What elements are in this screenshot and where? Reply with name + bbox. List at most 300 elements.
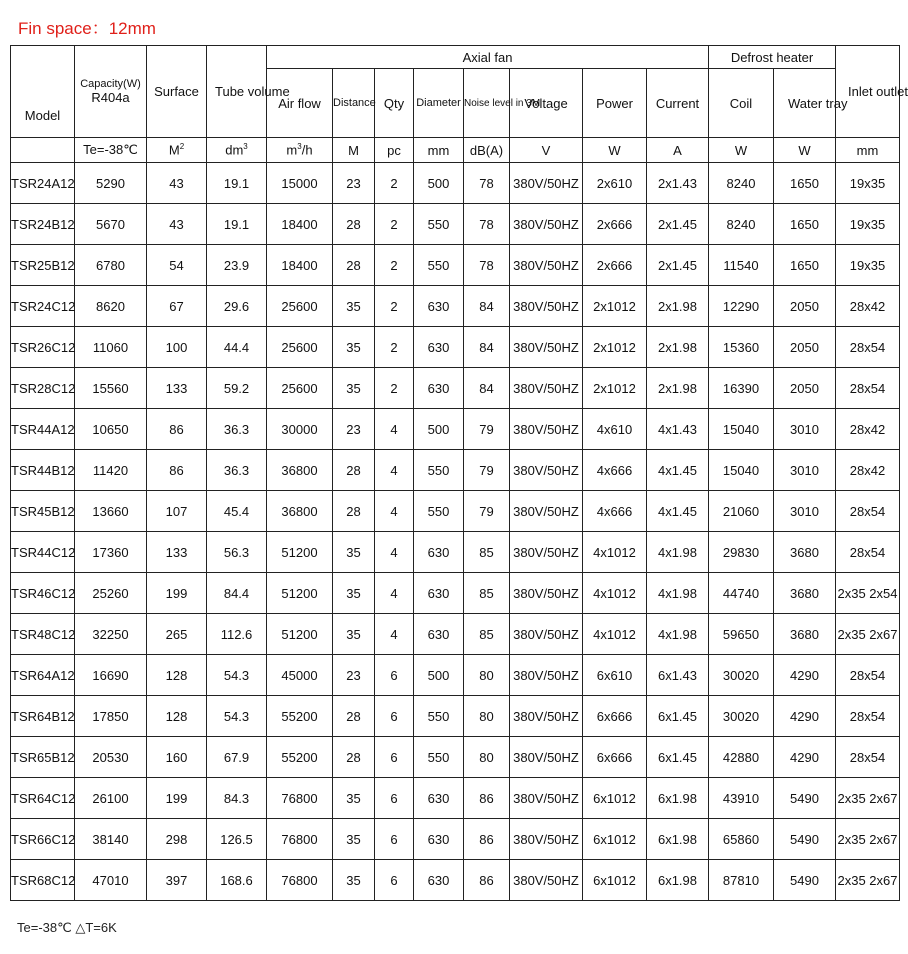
- table-row: [11, 696, 900, 737]
- header-capacity-label: Capacity(W): [80, 78, 141, 90]
- cell-airflow: 18400: [267, 204, 333, 245]
- cell-airflow: 51200: [267, 573, 333, 614]
- cell-qty: 2: [375, 368, 414, 409]
- cell-airflow: 51200: [267, 614, 333, 655]
- cell-noise: 80: [464, 696, 510, 737]
- table-row: [11, 245, 900, 286]
- cell-capacity: 25260: [75, 573, 147, 614]
- cell-qty: 6: [375, 655, 414, 696]
- cell-qty: 4: [375, 573, 414, 614]
- cell-inlet: 2x35 2x67: [836, 614, 900, 655]
- cell-qty: 6: [375, 860, 414, 901]
- cell-airflow: 55200: [267, 737, 333, 778]
- cell-voltage: 380V/50HZ: [510, 327, 583, 368]
- table-row: [11, 204, 900, 245]
- cell-distance: 23: [333, 409, 375, 450]
- cell-power: 4x666: [583, 491, 647, 532]
- header-distance: Distance: [333, 69, 375, 138]
- cell-coil: 15360: [709, 327, 774, 368]
- cell-tray: 4290: [774, 655, 836, 696]
- cell-distance: 35: [333, 860, 375, 901]
- cell-distance: 23: [333, 163, 375, 204]
- cell-power: 4x610: [583, 409, 647, 450]
- cell-capacity: 47010: [75, 860, 147, 901]
- header-model: Model: [11, 46, 75, 138]
- table-row: [11, 737, 900, 778]
- cell-noise: 85: [464, 614, 510, 655]
- cell-airflow: 45000: [267, 655, 333, 696]
- table-row: [11, 450, 900, 491]
- header-water-tray: Water tray: [774, 69, 836, 138]
- header-tube-volume: Tube volume: [207, 46, 267, 138]
- cell-capacity: 11060: [75, 327, 147, 368]
- header-capacity: [75, 46, 147, 138]
- cell-diameter: 500: [414, 409, 464, 450]
- cell-airflow: 76800: [267, 819, 333, 860]
- cell-voltage: 380V/50HZ: [510, 286, 583, 327]
- cell-tray: 3010: [774, 450, 836, 491]
- cell-capacity: 16690: [75, 655, 147, 696]
- cell-noise: 79: [464, 409, 510, 450]
- table-row: [11, 860, 900, 901]
- table-row: [11, 491, 900, 532]
- cell-tube: 168.6: [207, 860, 267, 901]
- cell-distance: 28: [333, 204, 375, 245]
- cell-diameter: 630: [414, 573, 464, 614]
- cell-noise: 86: [464, 778, 510, 819]
- cell-current: 4x1.43: [647, 409, 709, 450]
- cell-capacity: 5670: [75, 204, 147, 245]
- cell-model: TSR28C12: [11, 368, 75, 409]
- table-row: [11, 573, 900, 614]
- cell-tube: 44.4: [207, 327, 267, 368]
- cell-qty: 6: [375, 737, 414, 778]
- cell-distance: 35: [333, 573, 375, 614]
- cell-diameter: 630: [414, 286, 464, 327]
- cell-distance: 35: [333, 532, 375, 573]
- cell-current: 6x1.45: [647, 696, 709, 737]
- cell-voltage: 380V/50HZ: [510, 655, 583, 696]
- cell-inlet: 28x54: [836, 368, 900, 409]
- cell-coil: 59650: [709, 614, 774, 655]
- cell-qty: 4: [375, 532, 414, 573]
- cell-airflow: 30000: [267, 409, 333, 450]
- cell-noise: 78: [464, 204, 510, 245]
- unit-water-tray: W: [774, 138, 836, 163]
- cell-voltage: 380V/50HZ: [510, 163, 583, 204]
- header-current: Current: [647, 69, 709, 138]
- cell-voltage: 380V/50HZ: [510, 778, 583, 819]
- cell-qty: 2: [375, 286, 414, 327]
- cell-noise: 79: [464, 450, 510, 491]
- cell-model: TSR68C12: [11, 860, 75, 901]
- cell-tube: 84.3: [207, 778, 267, 819]
- cell-noise: 80: [464, 737, 510, 778]
- cell-surface: 265: [147, 614, 207, 655]
- cell-power: 2x666: [583, 245, 647, 286]
- cell-capacity: 20530: [75, 737, 147, 778]
- cell-airflow: 25600: [267, 368, 333, 409]
- cell-inlet: 2x35 2x67: [836, 860, 900, 901]
- cell-voltage: 380V/50HZ: [510, 409, 583, 450]
- cell-inlet: 2x35 2x67: [836, 819, 900, 860]
- cell-tube: 56.3: [207, 532, 267, 573]
- cell-tube: 36.3: [207, 409, 267, 450]
- cell-model: TSR25B12: [11, 245, 75, 286]
- cell-current: 4x1.45: [647, 450, 709, 491]
- header-power: Power: [583, 69, 647, 138]
- cell-tube: 59.2: [207, 368, 267, 409]
- header-inlet-outlet: Inlet outlet: [836, 46, 900, 138]
- page-title: Fin space：12mm: [18, 19, 156, 38]
- cell-noise: 78: [464, 163, 510, 204]
- cell-inlet: 19x35: [836, 163, 900, 204]
- header-surface: Surface: [147, 46, 207, 138]
- header-defrost-heater: Defrost heater: [709, 46, 836, 69]
- cell-capacity: 17850: [75, 696, 147, 737]
- cell-qty: 6: [375, 819, 414, 860]
- cell-tray: 4290: [774, 696, 836, 737]
- cell-surface: 160: [147, 737, 207, 778]
- cell-qty: 2: [375, 204, 414, 245]
- cell-tray: 3680: [774, 573, 836, 614]
- cell-qty: 2: [375, 163, 414, 204]
- cell-qty: 4: [375, 491, 414, 532]
- cell-inlet: 2x35 2x54: [836, 573, 900, 614]
- cell-surface: 100: [147, 327, 207, 368]
- cell-diameter: 630: [414, 368, 464, 409]
- unit-qty: pc: [375, 138, 414, 163]
- cell-surface: 107: [147, 491, 207, 532]
- cell-model: TSR44C12: [11, 532, 75, 573]
- table-row: [11, 327, 900, 368]
- cell-power: 6x610: [583, 655, 647, 696]
- cell-capacity: 15560: [75, 368, 147, 409]
- cell-diameter: 630: [414, 614, 464, 655]
- table-row: [11, 409, 900, 450]
- cell-model: TSR24A12: [11, 163, 75, 204]
- cell-noise: 79: [464, 491, 510, 532]
- cell-tray: 4290: [774, 737, 836, 778]
- unit-air-flow: $m^3/h$: [267, 138, 333, 163]
- cell-qty: 2: [375, 327, 414, 368]
- cell-coil: 87810: [709, 860, 774, 901]
- cell-power: 2x1012: [583, 368, 647, 409]
- header-noise-level: Noise level in 3M: [464, 69, 510, 138]
- cell-power: 4x1012: [583, 614, 647, 655]
- cell-qty: 4: [375, 614, 414, 655]
- cell-capacity: 10650: [75, 409, 147, 450]
- cell-voltage: 380V/50HZ: [510, 819, 583, 860]
- cell-distance: 28: [333, 737, 375, 778]
- cell-current: 4x1.45: [647, 491, 709, 532]
- cell-current: 6x1.43: [647, 655, 709, 696]
- cell-surface: 86: [147, 409, 207, 450]
- cell-qty: 6: [375, 778, 414, 819]
- cell-power: 2x1012: [583, 327, 647, 368]
- cell-tube: 84.4: [207, 573, 267, 614]
- cell-capacity: 5290: [75, 163, 147, 204]
- table-body: [11, 163, 900, 901]
- cell-voltage: 380V/50HZ: [510, 696, 583, 737]
- cell-power: 2x1012: [583, 286, 647, 327]
- cell-inlet: 28x54: [836, 737, 900, 778]
- table-row: [11, 163, 900, 204]
- cell-coil: 12290: [709, 286, 774, 327]
- cell-tube: 19.1: [207, 163, 267, 204]
- cell-noise: 85: [464, 532, 510, 573]
- cell-tube: 36.3: [207, 450, 267, 491]
- cell-model: TSR64B12: [11, 696, 75, 737]
- cell-airflow: 36800: [267, 491, 333, 532]
- cell-power: 6x1012: [583, 819, 647, 860]
- cell-tray: 5490: [774, 819, 836, 860]
- cell-diameter: 630: [414, 819, 464, 860]
- cell-coil: 44740: [709, 573, 774, 614]
- header-coil: Coil: [709, 69, 774, 138]
- cell-distance: 35: [333, 327, 375, 368]
- cell-coil: 30020: [709, 655, 774, 696]
- cell-inlet: 19x35: [836, 245, 900, 286]
- cell-power: 6x1012: [583, 860, 647, 901]
- cell-inlet: 28x54: [836, 491, 900, 532]
- cell-qty: 4: [375, 450, 414, 491]
- cell-diameter: 500: [414, 163, 464, 204]
- cell-tray: 3010: [774, 409, 836, 450]
- cell-tube: 54.3: [207, 696, 267, 737]
- cell-diameter: 550: [414, 491, 464, 532]
- cell-current: 6x1.98: [647, 860, 709, 901]
- cell-coil: 42880: [709, 737, 774, 778]
- cell-inlet: 28x54: [836, 532, 900, 573]
- cell-airflow: 18400: [267, 245, 333, 286]
- cell-noise: 86: [464, 860, 510, 901]
- cell-voltage: 380V/50HZ: [510, 245, 583, 286]
- cell-power: 4x1012: [583, 573, 647, 614]
- cell-voltage: 380V/50HZ: [510, 860, 583, 901]
- cell-tray: 1650: [774, 245, 836, 286]
- table-row: [11, 286, 900, 327]
- cell-power: 2x666: [583, 204, 647, 245]
- cell-noise: 84: [464, 286, 510, 327]
- cell-current: 6x1.98: [647, 778, 709, 819]
- cell-distance: 28: [333, 696, 375, 737]
- cell-surface: 128: [147, 696, 207, 737]
- cell-airflow: 36800: [267, 450, 333, 491]
- cell-surface: 133: [147, 368, 207, 409]
- cell-diameter: 630: [414, 532, 464, 573]
- cell-surface: 199: [147, 573, 207, 614]
- footnote: Te=-38℃ △T=6K: [17, 920, 117, 935]
- cell-tube: 67.9: [207, 737, 267, 778]
- cell-diameter: 550: [414, 450, 464, 491]
- cell-coil: 15040: [709, 409, 774, 450]
- cell-diameter: 550: [414, 696, 464, 737]
- cell-diameter: 550: [414, 737, 464, 778]
- cell-diameter: 550: [414, 204, 464, 245]
- cell-tray: 2050: [774, 368, 836, 409]
- cell-model: TSR66C12: [11, 819, 75, 860]
- cell-inlet: 28x54: [836, 655, 900, 696]
- cell-model: TSR64A12: [11, 655, 75, 696]
- cell-power: 6x666: [583, 696, 647, 737]
- cell-coil: 43910: [709, 778, 774, 819]
- cell-model: TSR48C12: [11, 614, 75, 655]
- cell-noise: 86: [464, 819, 510, 860]
- cell-tray: 3010: [774, 491, 836, 532]
- cell-distance: 28: [333, 491, 375, 532]
- cell-surface: 298: [147, 819, 207, 860]
- cell-model: TSR65B12: [11, 737, 75, 778]
- cell-power: 2x610: [583, 163, 647, 204]
- cell-tube: 112.6: [207, 614, 267, 655]
- unit-tube-volume: $dm^3$: [207, 138, 267, 163]
- cell-model: TSR44A12: [11, 409, 75, 450]
- header-voltage: Voltage: [510, 69, 583, 138]
- cell-current: 2x1.98: [647, 286, 709, 327]
- cell-distance: 35: [333, 778, 375, 819]
- unit-distance: M: [333, 138, 375, 163]
- cell-capacity: 26100: [75, 778, 147, 819]
- cell-diameter: 500: [414, 655, 464, 696]
- cell-tray: 1650: [774, 204, 836, 245]
- cell-coil: 8240: [709, 163, 774, 204]
- spec-table: [10, 45, 908, 901]
- cell-current: 4x1.98: [647, 614, 709, 655]
- cell-coil: 8240: [709, 204, 774, 245]
- cell-airflow: 25600: [267, 286, 333, 327]
- cell-tube: 126.5: [207, 819, 267, 860]
- cell-power: 4x666: [583, 450, 647, 491]
- cell-airflow: 76800: [267, 860, 333, 901]
- unit-surface: $M^2$: [147, 138, 207, 163]
- table-row: [11, 655, 900, 696]
- unit-current: A: [647, 138, 709, 163]
- cell-coil: 29830: [709, 532, 774, 573]
- cell-current: 4x1.98: [647, 532, 709, 573]
- cell-inlet: 28x54: [836, 696, 900, 737]
- cell-voltage: 380V/50HZ: [510, 614, 583, 655]
- cell-coil: 21060: [709, 491, 774, 532]
- cell-inlet: 28x54: [836, 327, 900, 368]
- cell-inlet: 2x35 2x67: [836, 778, 900, 819]
- cell-diameter: 630: [414, 778, 464, 819]
- unit-coil: W: [709, 138, 774, 163]
- cell-distance: 35: [333, 368, 375, 409]
- cell-capacity: 11420: [75, 450, 147, 491]
- cell-model: TSR24C12: [11, 286, 75, 327]
- cell-capacity: 17360: [75, 532, 147, 573]
- cell-power: 6x1012: [583, 778, 647, 819]
- table-row: [11, 819, 900, 860]
- cell-surface: 43: [147, 204, 207, 245]
- table-row: [11, 368, 900, 409]
- unit-capacity: Te=-38℃: [75, 138, 147, 163]
- cell-current: 6x1.45: [647, 737, 709, 778]
- cell-distance: 35: [333, 819, 375, 860]
- cell-current: 2x1.98: [647, 327, 709, 368]
- cell-coil: 16390: [709, 368, 774, 409]
- cell-tube: 54.3: [207, 655, 267, 696]
- cell-qty: 2: [375, 245, 414, 286]
- cell-inlet: 28x42: [836, 409, 900, 450]
- cell-surface: 54: [147, 245, 207, 286]
- cell-current: 4x1.98: [647, 573, 709, 614]
- cell-surface: 133: [147, 532, 207, 573]
- cell-coil: 65860: [709, 819, 774, 860]
- cell-tray: 3680: [774, 532, 836, 573]
- cell-voltage: 380V/50HZ: [510, 737, 583, 778]
- cell-surface: 43: [147, 163, 207, 204]
- cell-capacity: 13660: [75, 491, 147, 532]
- unit-power: W: [583, 138, 647, 163]
- cell-tray: 1650: [774, 163, 836, 204]
- cell-current: 2x1.45: [647, 245, 709, 286]
- cell-qty: 6: [375, 696, 414, 737]
- cell-voltage: 380V/50HZ: [510, 450, 583, 491]
- cell-airflow: 15000: [267, 163, 333, 204]
- cell-noise: 84: [464, 368, 510, 409]
- cell-model: TSR45B12: [11, 491, 75, 532]
- cell-distance: 35: [333, 614, 375, 655]
- header-air-flow: Air flow: [267, 69, 333, 138]
- unit-voltage: V: [510, 138, 583, 163]
- cell-voltage: 380V/50HZ: [510, 368, 583, 409]
- cell-surface: 199: [147, 778, 207, 819]
- cell-current: 2x1.43: [647, 163, 709, 204]
- cell-tube: 29.6: [207, 286, 267, 327]
- cell-noise: 85: [464, 573, 510, 614]
- cell-capacity: 8620: [75, 286, 147, 327]
- cell-tray: 5490: [774, 778, 836, 819]
- cell-inlet: 28x42: [836, 450, 900, 491]
- cell-surface: 397: [147, 860, 207, 901]
- unit-noise: dB(A): [464, 138, 510, 163]
- cell-current: 6x1.98: [647, 819, 709, 860]
- cell-distance: 28: [333, 245, 375, 286]
- cell-airflow: 25600: [267, 327, 333, 368]
- cell-distance: 28: [333, 450, 375, 491]
- cell-capacity: 38140: [75, 819, 147, 860]
- cell-voltage: 380V/50HZ: [510, 204, 583, 245]
- header-qty: Qty: [375, 69, 414, 138]
- cell-power: 6x666: [583, 737, 647, 778]
- cell-coil: 30020: [709, 696, 774, 737]
- header-axial-fan: Axial fan: [267, 46, 709, 69]
- header-capacity-refrigerant: R404a: [91, 90, 130, 105]
- unit-diameter: mm: [414, 138, 464, 163]
- cell-noise: 80: [464, 655, 510, 696]
- cell-diameter: 630: [414, 327, 464, 368]
- cell-surface: 86: [147, 450, 207, 491]
- cell-model: TSR64C12: [11, 778, 75, 819]
- cell-tray: 2050: [774, 327, 836, 368]
- cell-noise: 84: [464, 327, 510, 368]
- table-row: [11, 532, 900, 573]
- cell-coil: 15040: [709, 450, 774, 491]
- cell-airflow: 51200: [267, 532, 333, 573]
- cell-current: 2x1.45: [647, 204, 709, 245]
- table-row: [11, 614, 900, 655]
- cell-tube: 23.9: [207, 245, 267, 286]
- cell-surface: 67: [147, 286, 207, 327]
- cell-power: 4x1012: [583, 532, 647, 573]
- header-diameter: Diameter: [414, 69, 464, 138]
- cell-distance: 23: [333, 655, 375, 696]
- unit-inlet-outlet: mm: [836, 138, 900, 163]
- cell-model: TSR24B12: [11, 204, 75, 245]
- cell-current: 2x1.98: [647, 368, 709, 409]
